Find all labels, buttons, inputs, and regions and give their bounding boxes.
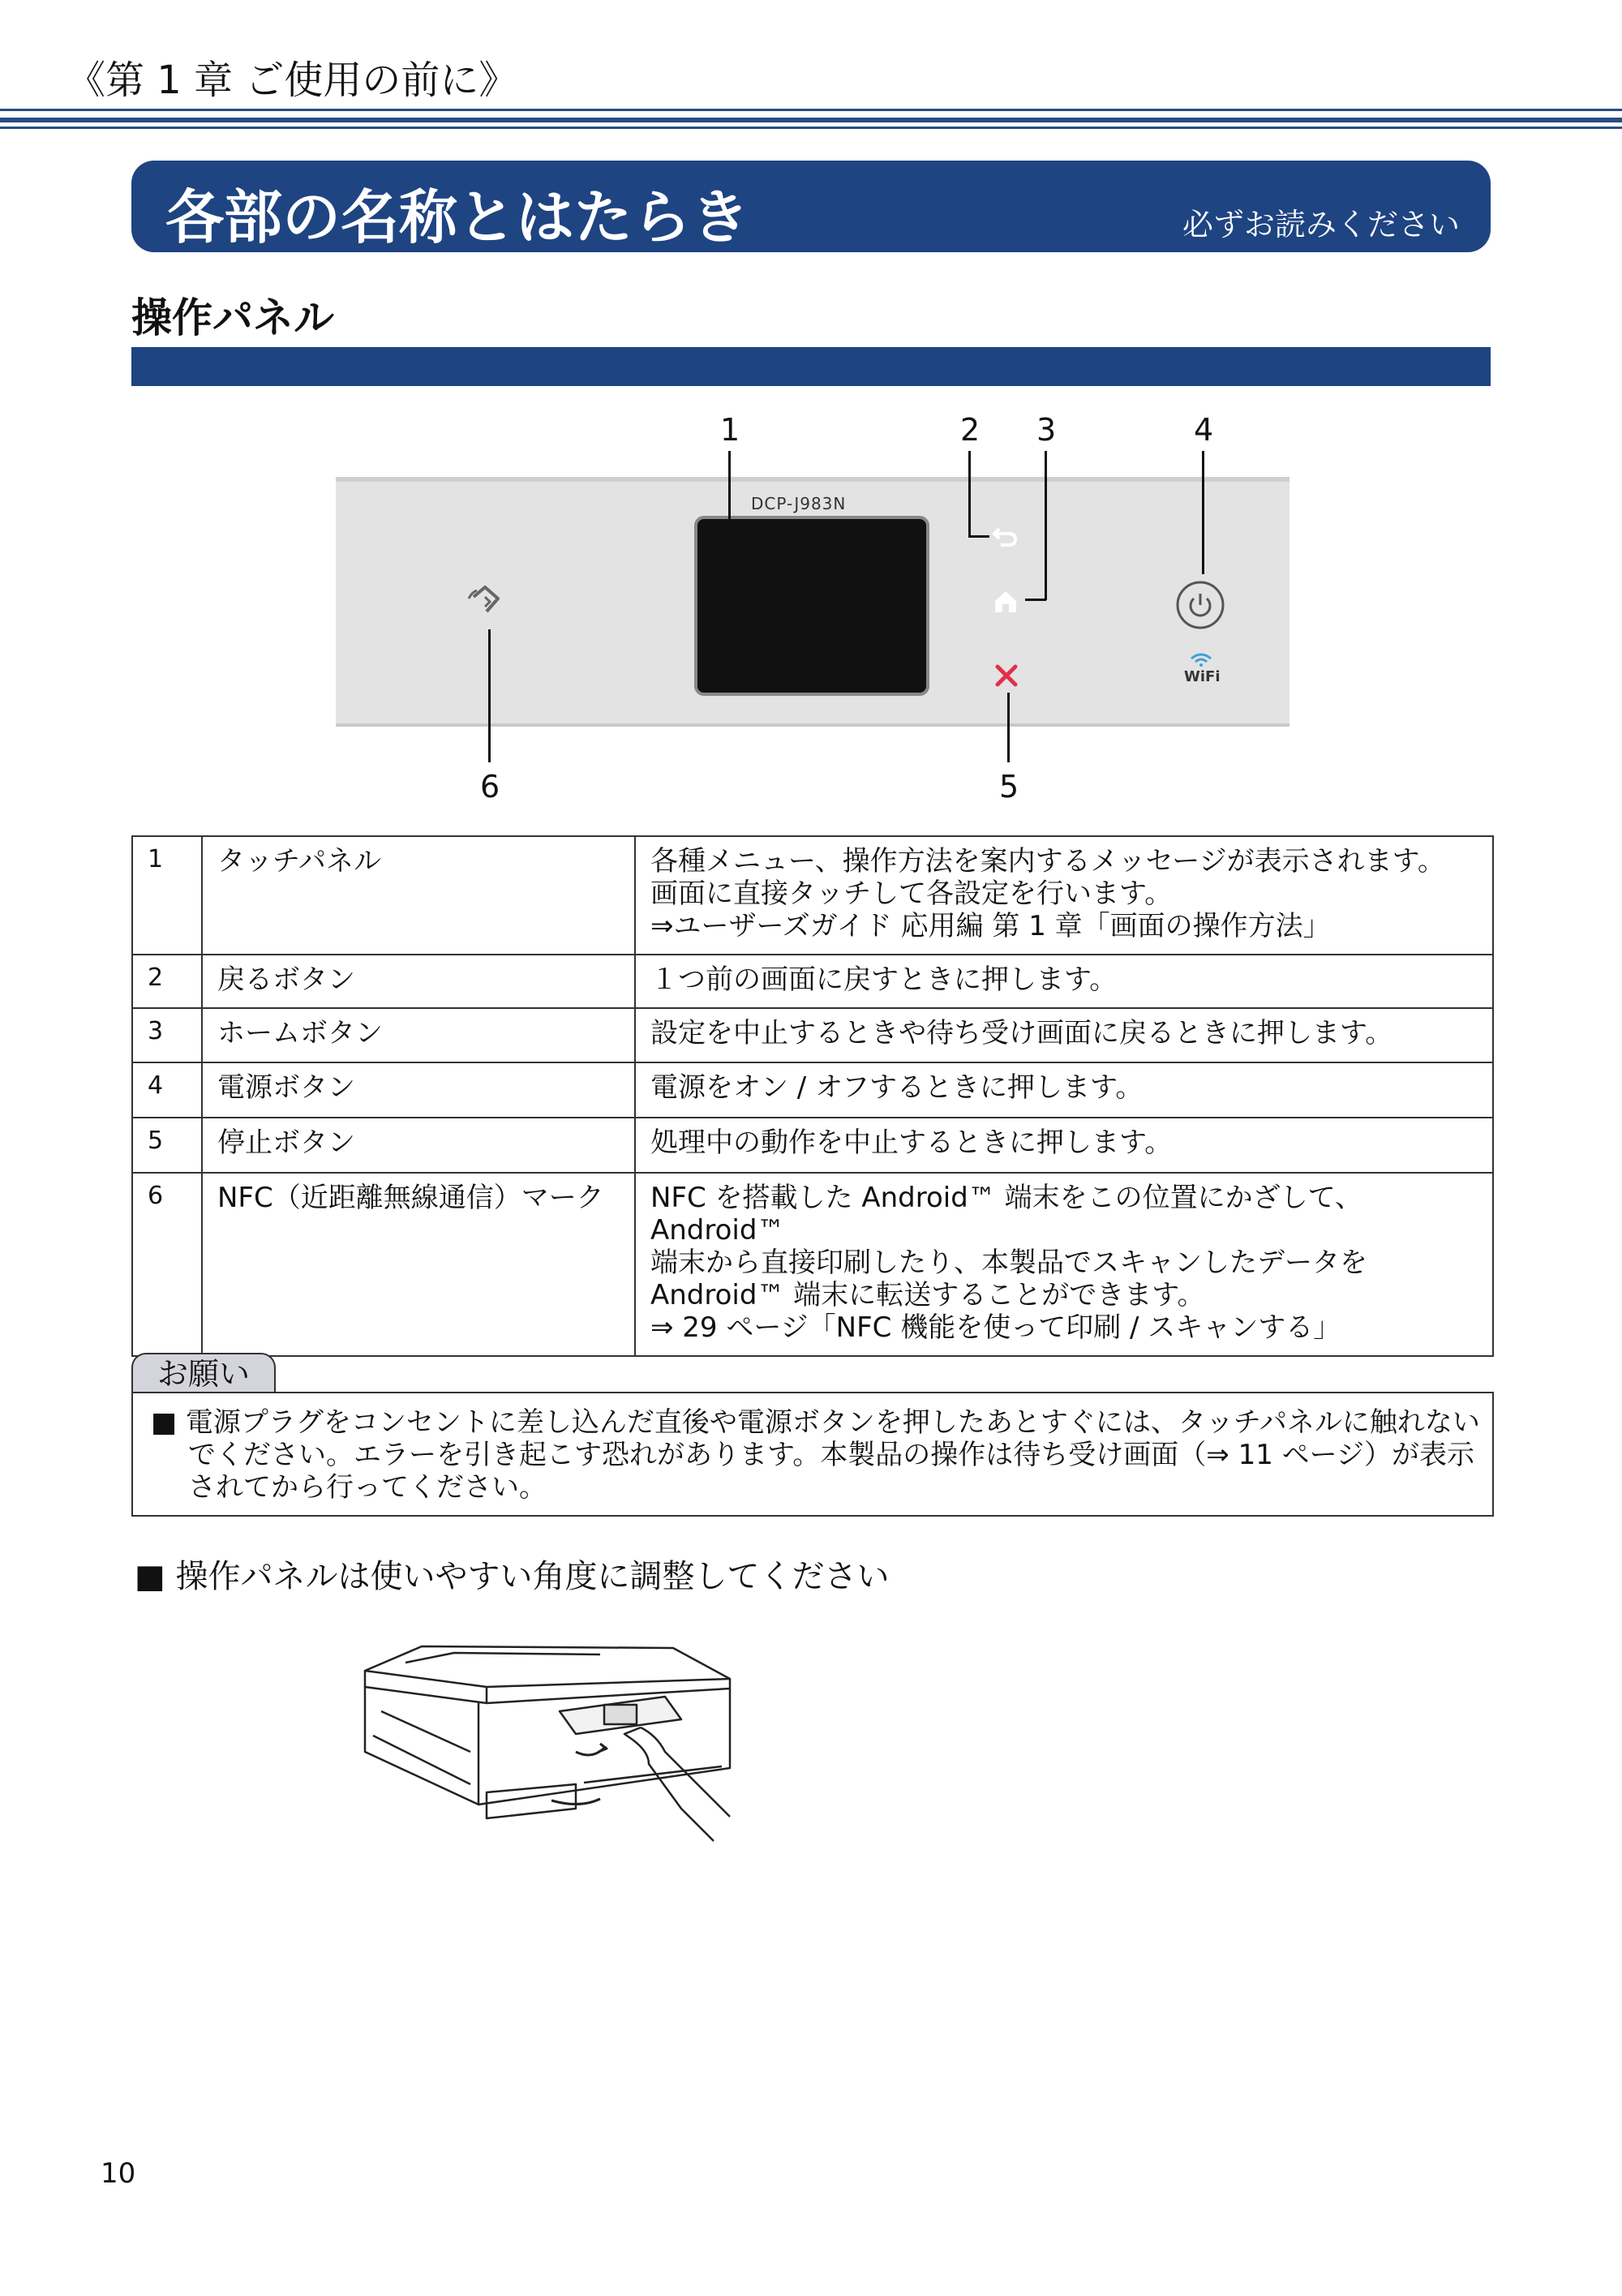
leader-4: [1202, 451, 1204, 574]
table-row: [132, 836, 1493, 955]
desc-line: 電源をオン / オフするときに押します。: [650, 1071, 1144, 1104]
row-name: タッチパネル: [202, 836, 635, 955]
row-name: NFC（近距離無線通信）マーク: [202, 1173, 635, 1357]
row-name: 戻るボタン: [202, 955, 635, 1008]
desc-line: 端末から直接印刷したり、本製品でスキャンしたデータを: [650, 1246, 1367, 1279]
nfc-icon: [466, 581, 506, 621]
callout-2: 2: [960, 412, 980, 448]
model-label: DCP-J983N: [751, 494, 847, 513]
row-description: [635, 1173, 1493, 1357]
row-name: 停止ボタン: [202, 1118, 635, 1173]
row-number: 6: [132, 1173, 202, 1357]
table-row: [132, 1173, 1493, 1357]
adjust-angle-note: ■ 操作パネルは使いやすい角度に調整してください: [135, 1558, 890, 1595]
callout-3: 3: [1036, 412, 1057, 448]
row-name: 電源ボタン: [202, 1062, 635, 1118]
parts-table: [131, 835, 1494, 1357]
row-number: 1: [132, 836, 202, 955]
desc-line: Android™ 端末に転送することができます。: [650, 1278, 1205, 1311]
must-read-label: 必ずお読みください: [1182, 207, 1460, 242]
leader-3: [1045, 451, 1047, 600]
row-name: ホームボタン: [202, 1008, 635, 1062]
leader-3-h: [1025, 599, 1046, 601]
row-number: 3: [132, 1008, 202, 1062]
desc-line: 画面に直接タッチして各設定を行います。: [650, 878, 1173, 911]
section-heading: 操作パネル: [131, 294, 334, 341]
table-row: [132, 1062, 1493, 1118]
row-description: [635, 955, 1493, 1008]
power-icon: [1174, 579, 1226, 631]
callout-5: 5: [999, 769, 1019, 805]
wifi-icon: [1189, 652, 1213, 667]
desc-line: １つ前の画面に戻すときに押します。: [650, 963, 1118, 997]
notice-box: [131, 1392, 1494, 1517]
page-number: 10: [101, 2157, 136, 2190]
row-description: [635, 1062, 1493, 1118]
header-rule-thin-2: [0, 127, 1622, 129]
table-row: [132, 1118, 1493, 1173]
desc-line: ⇒ユーザーズガイド 応用編 第 1 章「画面の操作方法」: [650, 910, 1331, 943]
page-title: 各部の名称とはたらき: [165, 183, 750, 251]
printer-illustration: [357, 1630, 762, 1873]
table-row: [132, 955, 1493, 1008]
section-bar: [131, 347, 1491, 386]
callout-4: 4: [1194, 412, 1214, 448]
touch-panel-screen: [694, 516, 929, 696]
leader-2: [968, 451, 971, 537]
leader-5: [1007, 693, 1010, 762]
row-number: 5: [132, 1118, 202, 1173]
row-description: [635, 1008, 1493, 1062]
leader-6: [488, 629, 491, 762]
chapter-header: 《第 1 章 ご使用の前に》: [67, 58, 518, 103]
title-bar: [131, 161, 1491, 252]
wifi-label: WiFi: [1184, 668, 1221, 685]
notice-tab: お願い: [131, 1353, 276, 1393]
stop-icon: [994, 663, 1019, 688]
desc-line: 各種メニュー、操作方法を案内するメッセージが表示されます。: [650, 845, 1445, 878]
desc-line: 設定を中止するときや待ち受け画面に戻るときに押します。: [650, 1017, 1393, 1050]
desc-line: 処理中の動作を中止するときに押します。: [650, 1126, 1173, 1159]
desc-line: NFC を搭載した Android™ 端末をこの位置にかざして、Android™: [650, 1181, 1362, 1247]
control-panel-diagram: [336, 477, 1289, 727]
home-icon: [993, 589, 1019, 615]
back-icon: [991, 524, 1019, 548]
row-description: [635, 836, 1493, 955]
row-number: 2: [132, 955, 202, 1008]
table-row: [132, 1008, 1493, 1062]
callout-1: 1: [720, 412, 740, 448]
header-rule-thick: [0, 118, 1622, 122]
leader-1: [728, 451, 731, 542]
header-rule-thin: [0, 109, 1622, 111]
desc-line: ⇒ 29 ページ「NFC 機能を使って印刷 / スキャンする」: [650, 1311, 1341, 1344]
row-description: [635, 1118, 1493, 1173]
notice-text: ■ 電源プラグをコンセントに差し込んだ直後や電源ボタンを押したあとすぐには、タッチパネルに触れないでください。エラーを引き起こす恐れがあります。本製品の操作は待ち受け画面（⇒ 11 ページ）が表示されてから行ってください。: [151, 1406, 1480, 1504]
callout-6: 6: [480, 769, 500, 805]
leader-2-h: [968, 535, 989, 538]
row-number: 4: [132, 1062, 202, 1118]
